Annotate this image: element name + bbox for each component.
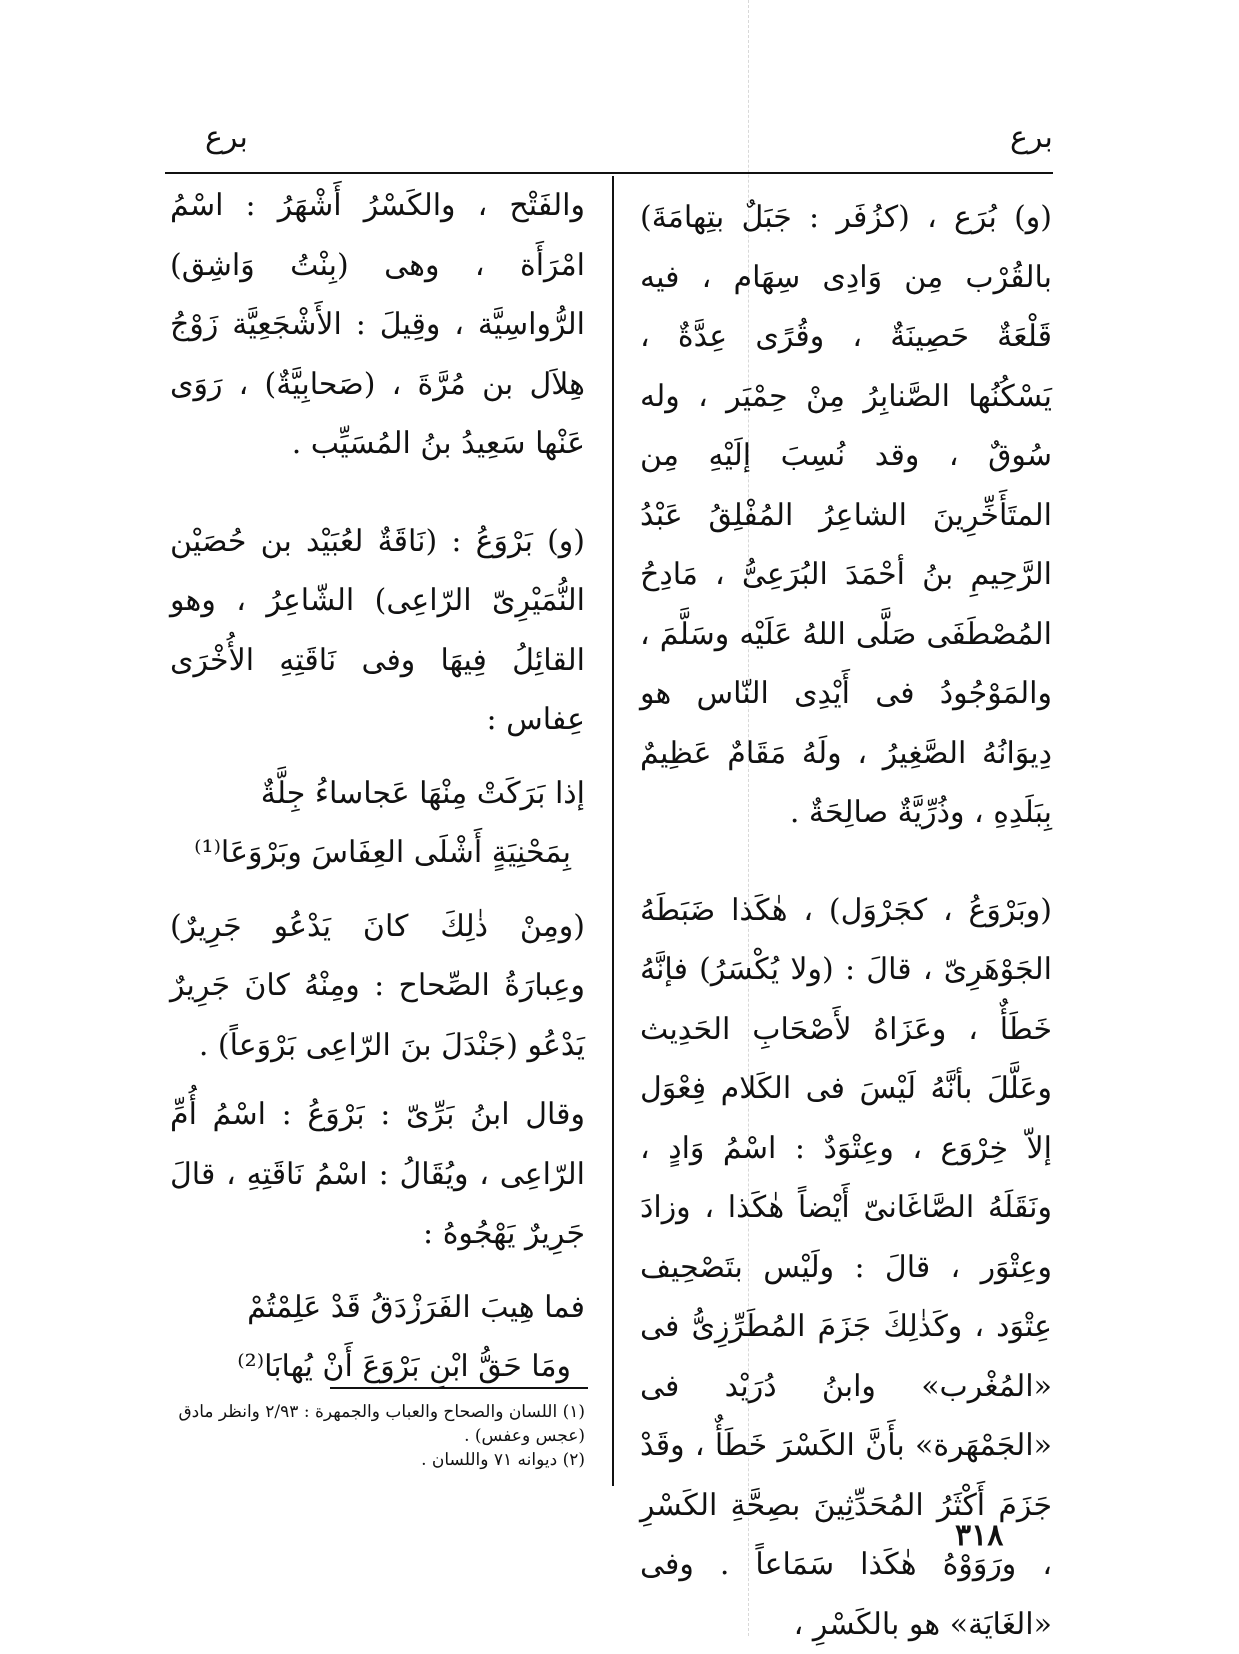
page-number: ٣١٨: [955, 1518, 1003, 1553]
column-divider: [612, 176, 614, 1486]
left-column: [170, 176, 585, 1397]
footnote-1: (١) اللسان والصحاح والعباب والجمهرة : ٢/٩٣ وانظر مادق (عجس وعفس) .: [170, 1400, 585, 1448]
running-header-left: برع: [205, 120, 248, 155]
footnote-2: (٢) ديوانه ٧١ واللسان .: [170, 1448, 585, 1472]
entry-barwa: (وبَرْوَعُ ، كجَرْوَل) ، هٰكَذا ضَبَطَهُ الجَوْهَرِىّ ، قالَ : (ولا يُكْسَرُ) فإنَّهُ خَطَأٌ ، وعَزَاهُ لأَصْحَابِ الحَدِيث وعَلَّلَ بأنَّهُ لَيْسَ فى الكَلام فِعْوَل إلاّ خِرْوَع ، وعِتْوَدٌ : اسْمُ وَادٍ ، ونَقَلَهُ الصَّاغَانىّ أَيْضاً هٰكَذا ، وزادَ وعِتْوَر ، قالَ : ولَيْس بتَصْحِيف عِتْوَد ، وكَذٰلِكَ جَزَمَ المُطَرِّزِىُّ فى «المُغْرب» وابنُ دُرَيْد فى «الجَمْهَرة» بأَنَّ الكَسْرَ خَطَأٌ ، وقَدْ جَزَمَ أَكْثَرُ المُحَدِّثِينَ بصِحَّةِ الكَسْرِ ، ورَوَوْهُ هٰكَذا سَمَاعاً . وفى «الغَايَة» هو بالكَسْرِ ،: [640, 881, 1052, 1654]
footnote-rule: [330, 1387, 588, 1389]
verse-2-second-hemistich: ومَا حَقُّ ابْنِ بَرْوَعَ أَنْ يُهابَا⁽²⁾: [170, 1337, 585, 1397]
entry-jarir: (ومِنْ ذٰلِكَ كانَ يَدْعُو جَرِيرٌ) وعِبارَةُ الصِّحاح : ومِنْهُ كانَ جَرِيرٌ يَدْعُو (جَنْدَلَ بنَ الرّاعِى بَرْوَعاً) .: [170, 897, 585, 1076]
header-rule: [165, 172, 1053, 174]
entry-continuation: والفَتْح ، والكَسْرُ أَشْهَرُ : اسْمُ امْرَأَة ، وهى (بِنْتُ وَاشِق) الرُّواسِيَّة ، وقِيلَ : الأَشْجَعِيَّة زَوْجُ هِلاَل بن مُرَّةَ ، (صَحابِيَّةٌ) ، رَوَى عَنْها سَعِيدُ بنُ المُسَيِّب .: [170, 176, 585, 474]
verse-2-first-hemistich: فما هِيبَ الفَرَزْدَقُ قَدْ عَلِمْتُمْ: [170, 1278, 585, 1338]
verse-1-first-hemistich: إذا بَرَكَتْ مِنْهَا عَجاساءُ جِلَّةٌ: [170, 764, 585, 824]
footnotes: [170, 1400, 585, 1472]
entry-ibn-barri: وقال ابنُ بَرِّىّ : بَرْوَعُ : اسْمُ أُمِّ الرّاعِى ، ويُقَالُ : اسْمُ نَاقَتِهِ ، قالَ جَرِيرٌ يَهْجُوهُ :: [170, 1085, 585, 1264]
entry-bura: (و) بُرَع ، (كزُفَر : جَبَلٌ بتِهامَةَ) بالقُرْب مِن وَادِى سِهَام ، فيه قَلْعَةٌ حَصِينَةٌ ، وقُرًى عِدَّةٌ ، يَسْكُنُها الصَّنابِرُ مِنْ حِمْيَر ، وله سُوقٌ ، وقد نُسِبَ إلَيْهِ مِن المتَأَخِّرِينَ الشاعِرُ المُفْلِقُ عَبْدُ الرَّحِيمِ بنُ أحْمَدَ البُرَعِىُّ ، مَادِحُ المُصْطَفَى صَلَّى اللهُ عَلَيْه وسَلَّمَ ، والمَوْجُودُ فى أَيْدِى النّاس هو دِيوَانُهُ الصَّغِيرُ ، ولَهُ مَقَامٌ عَظِيمٌ بِبَلَدِهِ ، وذُرِّيَّةٌ صالِحَةٌ .: [640, 188, 1052, 843]
running-header-right: برع: [1010, 120, 1053, 155]
verse-1-second-hemistich: بِمَحْنِيَةٍ أَشْلَى العِفَاسَ وبَرْوَعَا⁽¹⁾: [170, 823, 585, 883]
right-column: [640, 188, 1052, 1654]
entry-barwa-naqa: (و) بَرْوَعُ : (نَاقَةٌ لعُبَيْد بن حُصَيْن النُّمَيْرِىّ الرّاعِى) الشّاعِرُ ، وهو القائِلُ فِيهَا وفى نَاقَتِهِ الأُخْرَى عِفاس :: [170, 512, 585, 750]
